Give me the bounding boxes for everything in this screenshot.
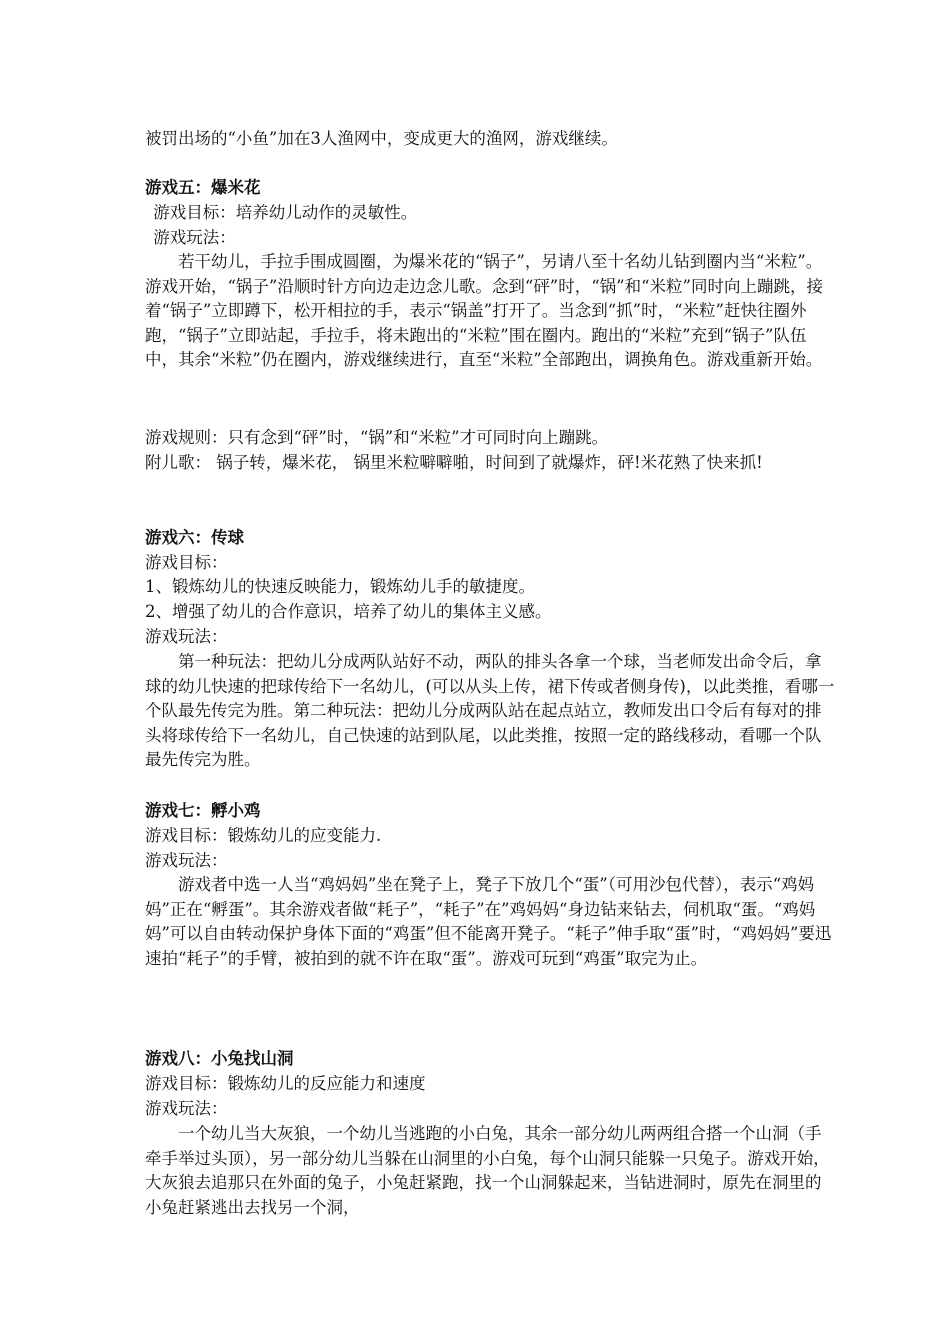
game-5-rule: 游戏规则：只有念到“砰”时，“锅”和“米粒”才可同时向上蹦跳。 <box>145 428 609 447</box>
game-7-goal: 游戏目标：锻炼幼儿的应变能力. <box>145 826 382 845</box>
game-7-body: 游戏者中选一人当“鸡妈妈”坐在凳子上，凳子下放几个“蛋”（可用沙包代替），表示“鸡妈妈”正在“孵蛋”。其余游戏者做“耗子”，“耗子”在”鸡妈妈“身边钻来钻去，伺机取“蛋。“鸡妈妈”可以自由转动保护身体下面的“鸡蛋”但不能离开凳子。“耗子”伸手取“蛋”时，“鸡妈妈”要迅速拍“耗子”的手臂，被拍到的就不许在取“蛋”。游戏可玩到“鸡蛋”取完为止。 <box>145 875 832 968</box>
game-5-body: 若干幼儿，手拉手围成圆圈，为爆米花的“锅子”，另请八至十名幼儿钻到圈内当“米粒”。 游戏开始，“锅子”沿顺时针方向边走边念儿歌。念到“砰”时，“锅”和“米粒”同时向上蹦跳，接着“锅子”立即蹲下，松开相拉的手，表示“锅盖”打开了。当念到“抓”时，“米粒”赶快往圈外跑，“锅子”立即站起，手拉手，将未跑出的“米粒”围在圈内。跑出的“米粒”充到“锅子”队伍中，其余“米粒”仍在圈内，游戏继续进行，直至“米粒”全部跑出，调换角色。游戏重新开始。 <box>145 252 823 369</box>
intro-paragraph: 被罚出场的“小鱼”加在3人渔网中，变成更大的渔网，游戏继续。 <box>145 129 618 148</box>
game-6-goal-label: 游戏目标： <box>145 553 228 572</box>
game-7-title: 游戏七：孵小鸡 <box>145 801 261 820</box>
game-5-goal: 游戏目标：培养幼儿动作的灵敏性。 <box>153 203 418 222</box>
game-6-title: 游戏六：传球 <box>145 528 244 547</box>
game-6-goal-1: 1、锻炼幼儿的快速反映能力，锻炼幼儿手的敏捷度。 <box>145 577 535 596</box>
game-6-goal-2: 2、增强了幼儿的合作意识，培养了幼儿的集体主义感。 <box>145 602 552 621</box>
game-5-title: 游戏五：爆米花 <box>145 178 261 197</box>
game-8-method-label: 游戏玩法： <box>145 1099 228 1118</box>
game-6-body: 第一种玩法：把幼儿分成两队站好不动，两队的排头各拿一个球，当老师发出命令后，拿球的幼儿快速的把球传给下一名幼儿，(可以从头上传，裙下传或者侧身传)，以此类推，看哪一个队最先传完为胜。第二种玩法：把幼儿分成两队站在起点站立，教师发出口令后有每对的排头将球传给下一名幼儿，自己快速的站到队尾，以此类推，按照一定的路线移动，看哪一个队最先传完为胜。 <box>145 652 835 769</box>
game-5-song: 附儿歌： 锅子转，爆米花， 锅里米粒噼噼啪，时间到了就爆炸，砰!米花熟了快来抓! <box>145 453 763 472</box>
game-8-title: 游戏八：小兔找山洞 <box>145 1049 294 1068</box>
game-5-method-label: 游戏玩法： <box>153 228 236 247</box>
game-7-method-label: 游戏玩法： <box>145 851 228 870</box>
game-8-body: 一个幼儿当大灰狼，一个幼儿当逃跑的小白兔，其余一部分幼儿两两组合搭一个山洞（手牵手举过头顶），另一部分幼儿当躲在山洞里的小白兔，每个山洞只能躲一只兔子。游戏开始，大灰狼去追那只在外面的兔子，小兔赶紧跑，找一个山洞躲起来，当钻进洞时，原先在洞里的小兔赶紧逃出去找另一个洞， <box>145 1124 830 1217</box>
game-6-method-label: 游戏玩法： <box>145 627 228 646</box>
game-8-goal: 游戏目标：锻炼幼儿的反应能力和速度 <box>145 1074 426 1093</box>
